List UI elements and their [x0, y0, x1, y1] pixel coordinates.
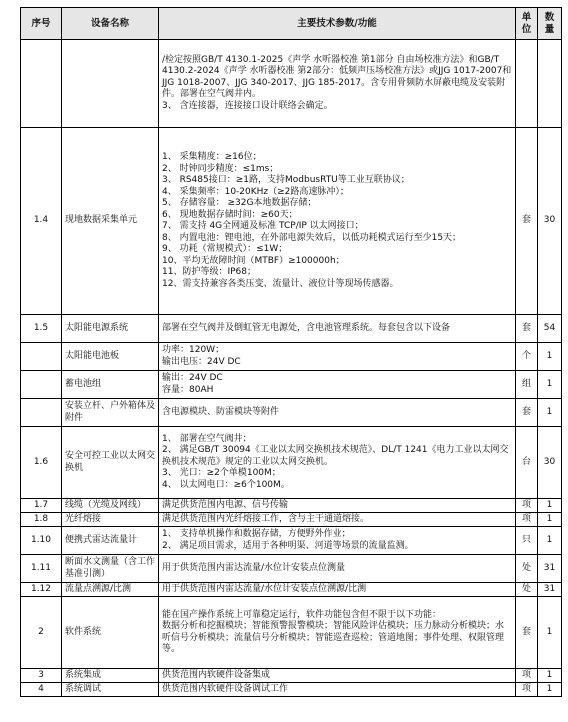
cell-unit: 组 [516, 371, 538, 399]
cell-no [21, 399, 62, 427]
param-line: 容量：80AH [162, 384, 214, 395]
cell-unit: 处 [516, 555, 538, 583]
cell-params [159, 427, 516, 499]
cell-unit: 项 [516, 683, 538, 697]
cell-no: 1.6 [21, 427, 62, 499]
param-line: 4、 以太网电口：≥6个100M。 [162, 479, 290, 490]
param-line: 用于供货范围内雷达流量/水位计安装点位测量 [162, 562, 346, 573]
param-line: 2、 时钟同步精度：≤1ms； [162, 163, 279, 174]
cell-qty: 1 [538, 343, 562, 371]
param-line: 3、 RS485接口：≥1路，支持ModbusRTU等工业互联协议； [162, 175, 410, 185]
cell-no: 4 [21, 683, 62, 697]
param-line: 含电源模块、防雷模块等附件 [162, 406, 280, 417]
cell-no: 1.7 [21, 499, 62, 513]
cell-no: 1.10 [21, 527, 62, 555]
table-row [21, 499, 562, 513]
cell-params [159, 399, 516, 427]
equipment-spec-table [20, 7, 562, 697]
cell-no [21, 40, 62, 128]
cell-qty: 1 [538, 597, 562, 669]
cell-params [159, 40, 516, 128]
cell-name: 太阳能电池板 [62, 343, 159, 371]
param-line: 功率：120W； [162, 345, 225, 355]
param-line: 供货范围内软硬件设备集成 [162, 669, 271, 680]
table-row [21, 40, 562, 128]
param-line: 9、 功耗（常规模式）：≤1W； [162, 244, 288, 254]
cell-unit: 套 [516, 597, 538, 669]
param-line: 数据分析和挖掘模块；智能预警报警模块；智能风险评估模块；压力脉动分析模块；水听信号分析模块；流量信号分析模块；智能巡查巡检；管道地图；事件处理、权限管理等。 [162, 621, 505, 654]
param-line: 12、需支持兼容各类压变、流量计、液位计等现场传感器。 [162, 278, 399, 289]
param-line: 1、 支持单机操作和数据存储，方便野外作业； [162, 529, 351, 539]
cell-no: 1.11 [21, 555, 62, 583]
cell-unit [516, 40, 538, 128]
cell-name: 流量点溯源/比测 [62, 583, 159, 597]
cell-params [159, 669, 516, 683]
table-row [21, 555, 562, 583]
cell-name: 现地数据采集单元 [62, 128, 159, 315]
param-line: 6、 现地数据存储时间：≥60天； [162, 209, 298, 220]
cell-unit: 个 [516, 343, 538, 371]
cell-params [159, 555, 516, 583]
cell-qty: 1 [538, 499, 562, 513]
param-line: 满足供货范围内光纤熔接工作，含与主干通道熔接。 [162, 513, 370, 524]
cell-no: 1.5 [21, 315, 62, 343]
header-name: 设备名称 [62, 8, 159, 40]
param-line: /检定按照GB/T 4130.1-2025《声学 水听器校准 第1部分 自由场校准方法》和GB/T 4130.2-2024《声学 水听器校准 第2部分：低频声压场校准方法》或JJG 1017-2007和JJG 1018-2007、JJG 340-2017、JJG 185-2017。含专用骨频防水屏蔽电缆及安装附件。部署在空气阀井内。 [162, 54, 512, 100]
cell-unit: 套 [516, 399, 538, 427]
header-params: 主要技术参数/功能 [159, 8, 516, 40]
cell-qty: 31 [538, 583, 562, 597]
table-row [21, 669, 562, 683]
cell-qty: 1 [538, 527, 562, 555]
cell-name: 光纤熔接 [62, 513, 159, 527]
cell-qty [538, 40, 562, 128]
table-row [21, 427, 562, 499]
cell-unit: 项 [516, 513, 538, 527]
table-row [21, 597, 562, 669]
cell-qty: 30 [538, 128, 562, 315]
cell-name: 软件系统 [62, 597, 159, 669]
cell-name: 断面水文测量（含工作基准引测） [62, 555, 159, 583]
param-line: 输出：24V DC [162, 373, 223, 383]
cell-qty: 1 [538, 371, 562, 399]
param-line: 3、 光口：≥2个单模100M； [162, 468, 281, 479]
cell-qty: 30 [538, 427, 562, 499]
param-line: 7、 需支持 4G全网通及标准 TCP/IP 以太网接口； [162, 221, 364, 231]
table-row [21, 583, 562, 597]
cell-params [159, 513, 516, 527]
table-row [21, 683, 562, 697]
cell-no: 1.4 [21, 128, 62, 315]
param-line: 11、防护等级：IP68； [162, 267, 256, 277]
table-body [21, 40, 562, 697]
cell-params [159, 597, 516, 669]
cell-name: 系统集成 [62, 669, 159, 683]
cell-no: 1.12 [21, 583, 62, 597]
cell-qty: 54 [538, 315, 562, 343]
cell-name: 蓄电池组 [62, 371, 159, 399]
header-no: 序号 [21, 8, 62, 40]
cell-params [159, 128, 516, 315]
cell-no: 1.8 [21, 513, 62, 527]
table-row [21, 527, 562, 555]
cell-unit: 项 [516, 669, 538, 683]
param-line: 1、 采集精度：≥16位； [162, 152, 262, 162]
table-row [21, 399, 562, 427]
cell-qty: 1 [538, 399, 562, 427]
cell-unit: 只 [516, 527, 538, 555]
param-line: 供货范围内软硬件设备调试工作 [162, 683, 289, 694]
cell-qty: 1 [538, 669, 562, 683]
cell-no: 3 [21, 669, 62, 683]
header-unit: 单位 [516, 8, 538, 40]
cell-name: 系统调试 [62, 683, 159, 697]
param-line: 输出电压：24V DC [162, 356, 241, 367]
cell-params [159, 527, 516, 555]
cell-qty: 31 [538, 555, 562, 583]
cell-no [21, 371, 62, 399]
param-line: 3、 含连接器，连接接口设计联络会确定。 [162, 100, 333, 111]
cell-name: 便携式雷达流量计 [62, 527, 159, 555]
table-header-row [21, 8, 562, 40]
param-line: 能在国产操作系统上可靠稳定运行，软件功能包含但不限于以下功能： [162, 609, 442, 620]
cell-name: 太阳能电源系统 [62, 315, 159, 343]
cell-qty: 1 [538, 683, 562, 697]
cell-name: 安全可控工业以太网交换机 [62, 427, 159, 499]
cell-name: 线缆（光缆及网线） [62, 499, 159, 513]
param-line: 1、 部署在空气阀井； [162, 433, 252, 444]
cell-name: 安装立杆、户外箱体及附件 [62, 399, 159, 427]
param-line: 8、 内置电池：锂电池，在外部电源失效后，以低功耗模式运行至少15天； [162, 232, 462, 243]
param-line: 部署在空气阀井及倒虹管无电源处，含电池管理系统。每套包含以下设备 [162, 322, 451, 333]
table-row [21, 343, 562, 371]
param-line: 2、 满足项目需求，适用于各种明渠、河道等场景的流量监测。 [162, 540, 414, 551]
cell-params [159, 315, 516, 343]
cell-unit: 处 [516, 583, 538, 597]
cell-no: 2 [21, 597, 62, 669]
param-line: 10、平均无故障时间（MTBF）≥100000h； [162, 255, 345, 266]
cell-name [62, 40, 159, 128]
cell-qty: 1 [538, 513, 562, 527]
cell-params [159, 683, 516, 697]
cell-no [21, 343, 62, 371]
param-line: 4、 采集频率：10-20KHz（≥2路高速脉冲）； [162, 186, 349, 197]
param-line: 5、 存储容量： ≥32G本地数据存储； [162, 198, 317, 208]
table-row [21, 513, 562, 527]
cell-params [159, 343, 516, 371]
cell-params [159, 499, 516, 513]
table-row [21, 128, 562, 315]
cell-unit: 项 [516, 499, 538, 513]
param-line: 2、 满足GB/T 30094《工业以太网交换机技术规范》、DL/T 1241《电力工业以太网交换机技术规范》规定的工业以太网交换机。 [162, 445, 509, 467]
param-line: 用于供货范围内雷达流量/水位计安装点位溯源/比测 [162, 583, 367, 594]
param-line: 满足供货范围内电源、信号传输 [162, 499, 289, 510]
cell-unit: 台 [516, 427, 538, 499]
cell-unit: 套 [516, 315, 538, 343]
header-qty: 数量 [538, 8, 562, 40]
table-row [21, 315, 562, 343]
cell-unit: 套 [516, 128, 538, 315]
table-row [21, 371, 562, 399]
cell-params [159, 583, 516, 597]
cell-params [159, 371, 516, 399]
